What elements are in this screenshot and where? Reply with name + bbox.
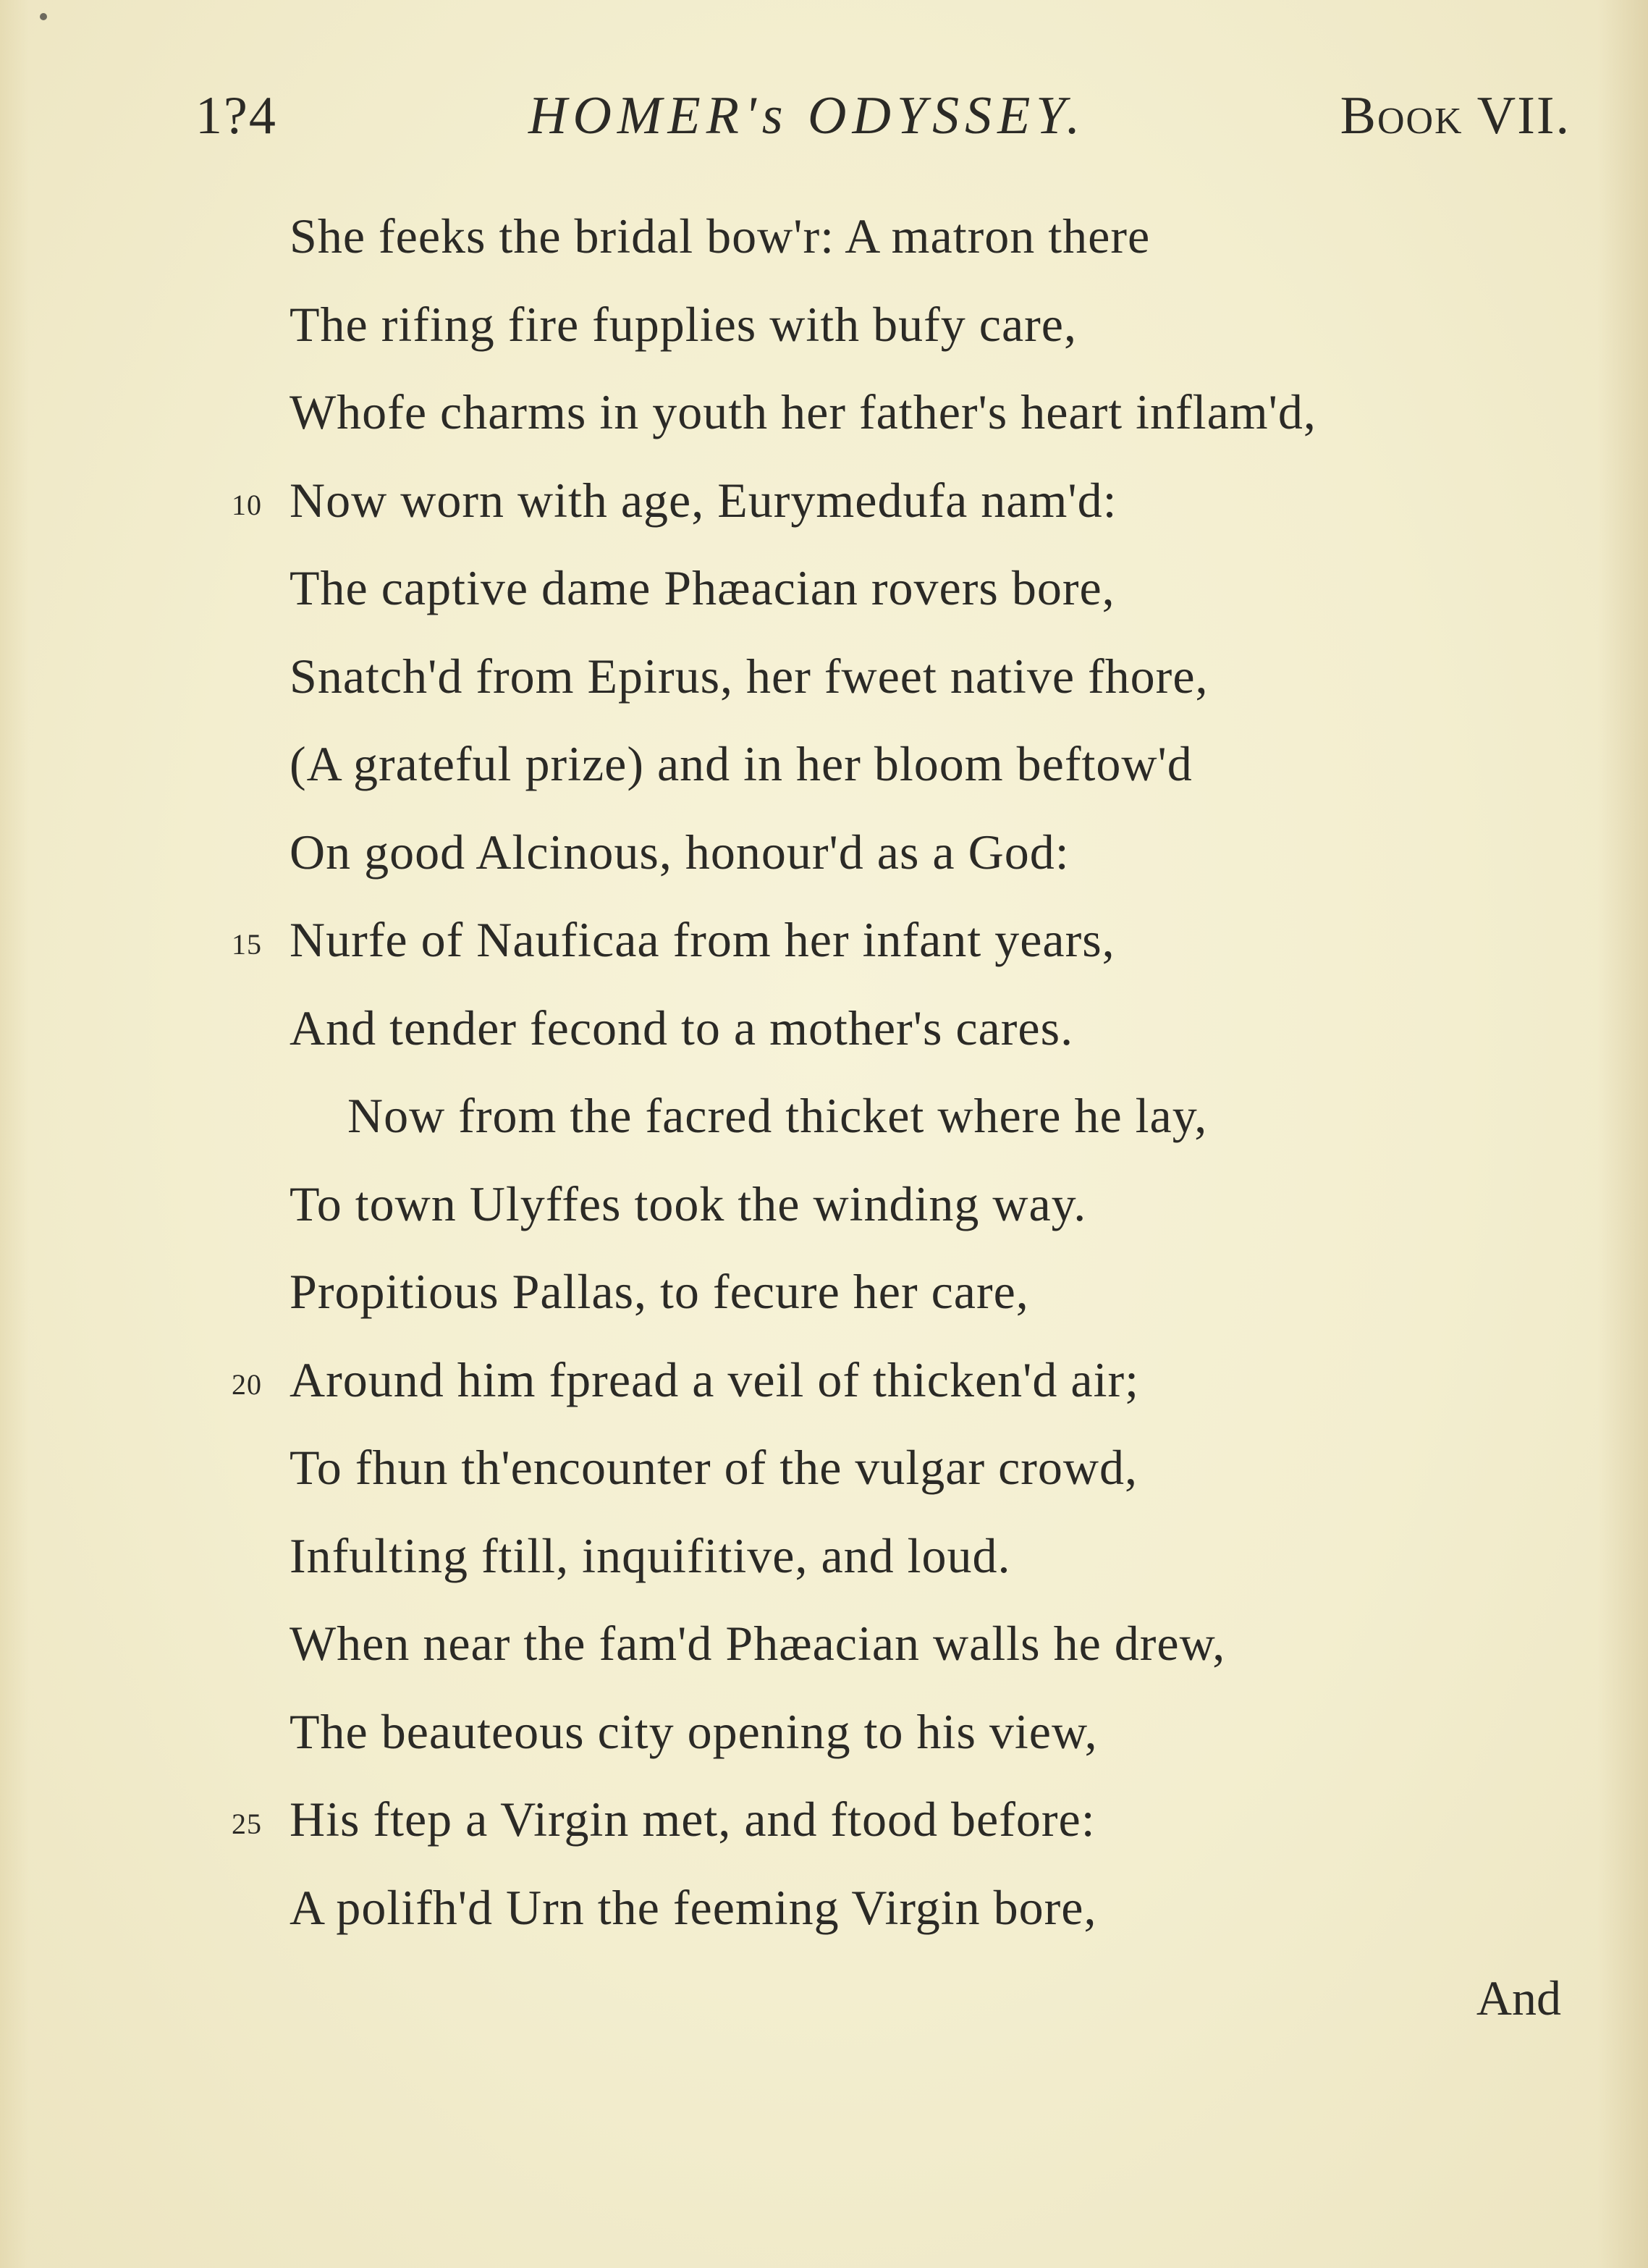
verse-line bbox=[0, 985, 1648, 1073]
verse-line bbox=[0, 1864, 1648, 1952]
ink-speck bbox=[40, 13, 47, 20]
verse-list bbox=[0, 193, 1648, 1952]
line-number: 25 bbox=[232, 1808, 262, 1840]
verse-line bbox=[0, 1776, 1648, 1864]
verse-line bbox=[0, 1248, 1648, 1336]
verse-text: The beauteous city opening to his view, bbox=[290, 1703, 1098, 1759]
verse-line bbox=[0, 281, 1648, 369]
line-number: 20 bbox=[232, 1367, 262, 1401]
verse-text: The captive dame Phæacian rovers bore, bbox=[290, 560, 1115, 615]
verse-text: (A grateful prize) and in her bloom beftow'd bbox=[290, 736, 1193, 791]
verse-line bbox=[0, 544, 1648, 633]
verse-line bbox=[0, 809, 1648, 897]
verse-text: Around him fpread a veil of thicken'd air; bbox=[290, 1352, 1139, 1407]
verse-line bbox=[0, 368, 1648, 457]
verse-text: To fhun th'encounter of the vulgar crowd, bbox=[290, 1440, 1138, 1495]
line-number: 10 bbox=[232, 488, 262, 521]
verse-line bbox=[0, 896, 1648, 985]
verse-line bbox=[0, 1688, 1648, 1776]
verse-line bbox=[0, 1160, 1648, 1249]
verse-text: Infulting ftill, inquifitive, and loud. bbox=[290, 1527, 1011, 1583]
verse-line bbox=[0, 1600, 1648, 1688]
verse-text: Nurfe of Nauficaa from her infant years, bbox=[290, 912, 1115, 967]
verse-text: A polifh'd Urn the feeming Virgin bore, bbox=[290, 1879, 1097, 1935]
verse-line bbox=[0, 1424, 1648, 1512]
verse-line bbox=[0, 1072, 1648, 1160]
verse-text: On good Alcinous, honour'd as a God: bbox=[290, 824, 1070, 880]
book-label: Book VII. bbox=[1340, 86, 1571, 146]
verse-line bbox=[0, 1336, 1648, 1425]
verse-text: When near the fam'd Phæacian walls he drew, bbox=[290, 1616, 1226, 1671]
verse-text: She feeks the bridal bow'r: A matron there bbox=[290, 208, 1151, 264]
verse-text: Propitious Pallas, to fecure her care, bbox=[290, 1264, 1029, 1319]
verse-text: Now worn with age, Eurymedufa nam'd: bbox=[290, 472, 1117, 528]
verse-line bbox=[0, 193, 1648, 281]
verse-line bbox=[0, 1512, 1648, 1601]
running-title: HOMER's ODYSSEY. bbox=[528, 86, 1086, 146]
verse-text: The rifing fire fupplies with bufy care, bbox=[290, 296, 1077, 352]
verse-text: And tender fecond to a mother's cares. bbox=[290, 1000, 1074, 1055]
catchword: And bbox=[1476, 1970, 1561, 2025]
verse-text: His ftep a Virgin met, and ftood before: bbox=[290, 1792, 1096, 1847]
page-number: 1?4 bbox=[195, 86, 277, 146]
verse-text: Whofe charms in youth her father's heart inflam'd, bbox=[290, 384, 1317, 439]
verse-line bbox=[0, 457, 1648, 545]
page-header bbox=[195, 80, 1571, 152]
verse-text: Now from the facred thicket where he lay, bbox=[347, 1088, 1208, 1143]
verse-text: Snatch'd from Epirus, her fweet native fhore, bbox=[290, 648, 1209, 704]
verse-text: To town Ulyffes took the winding way. bbox=[290, 1176, 1087, 1231]
verse-line bbox=[0, 720, 1648, 809]
verse-line bbox=[0, 633, 1648, 721]
line-number: 15 bbox=[232, 928, 262, 961]
